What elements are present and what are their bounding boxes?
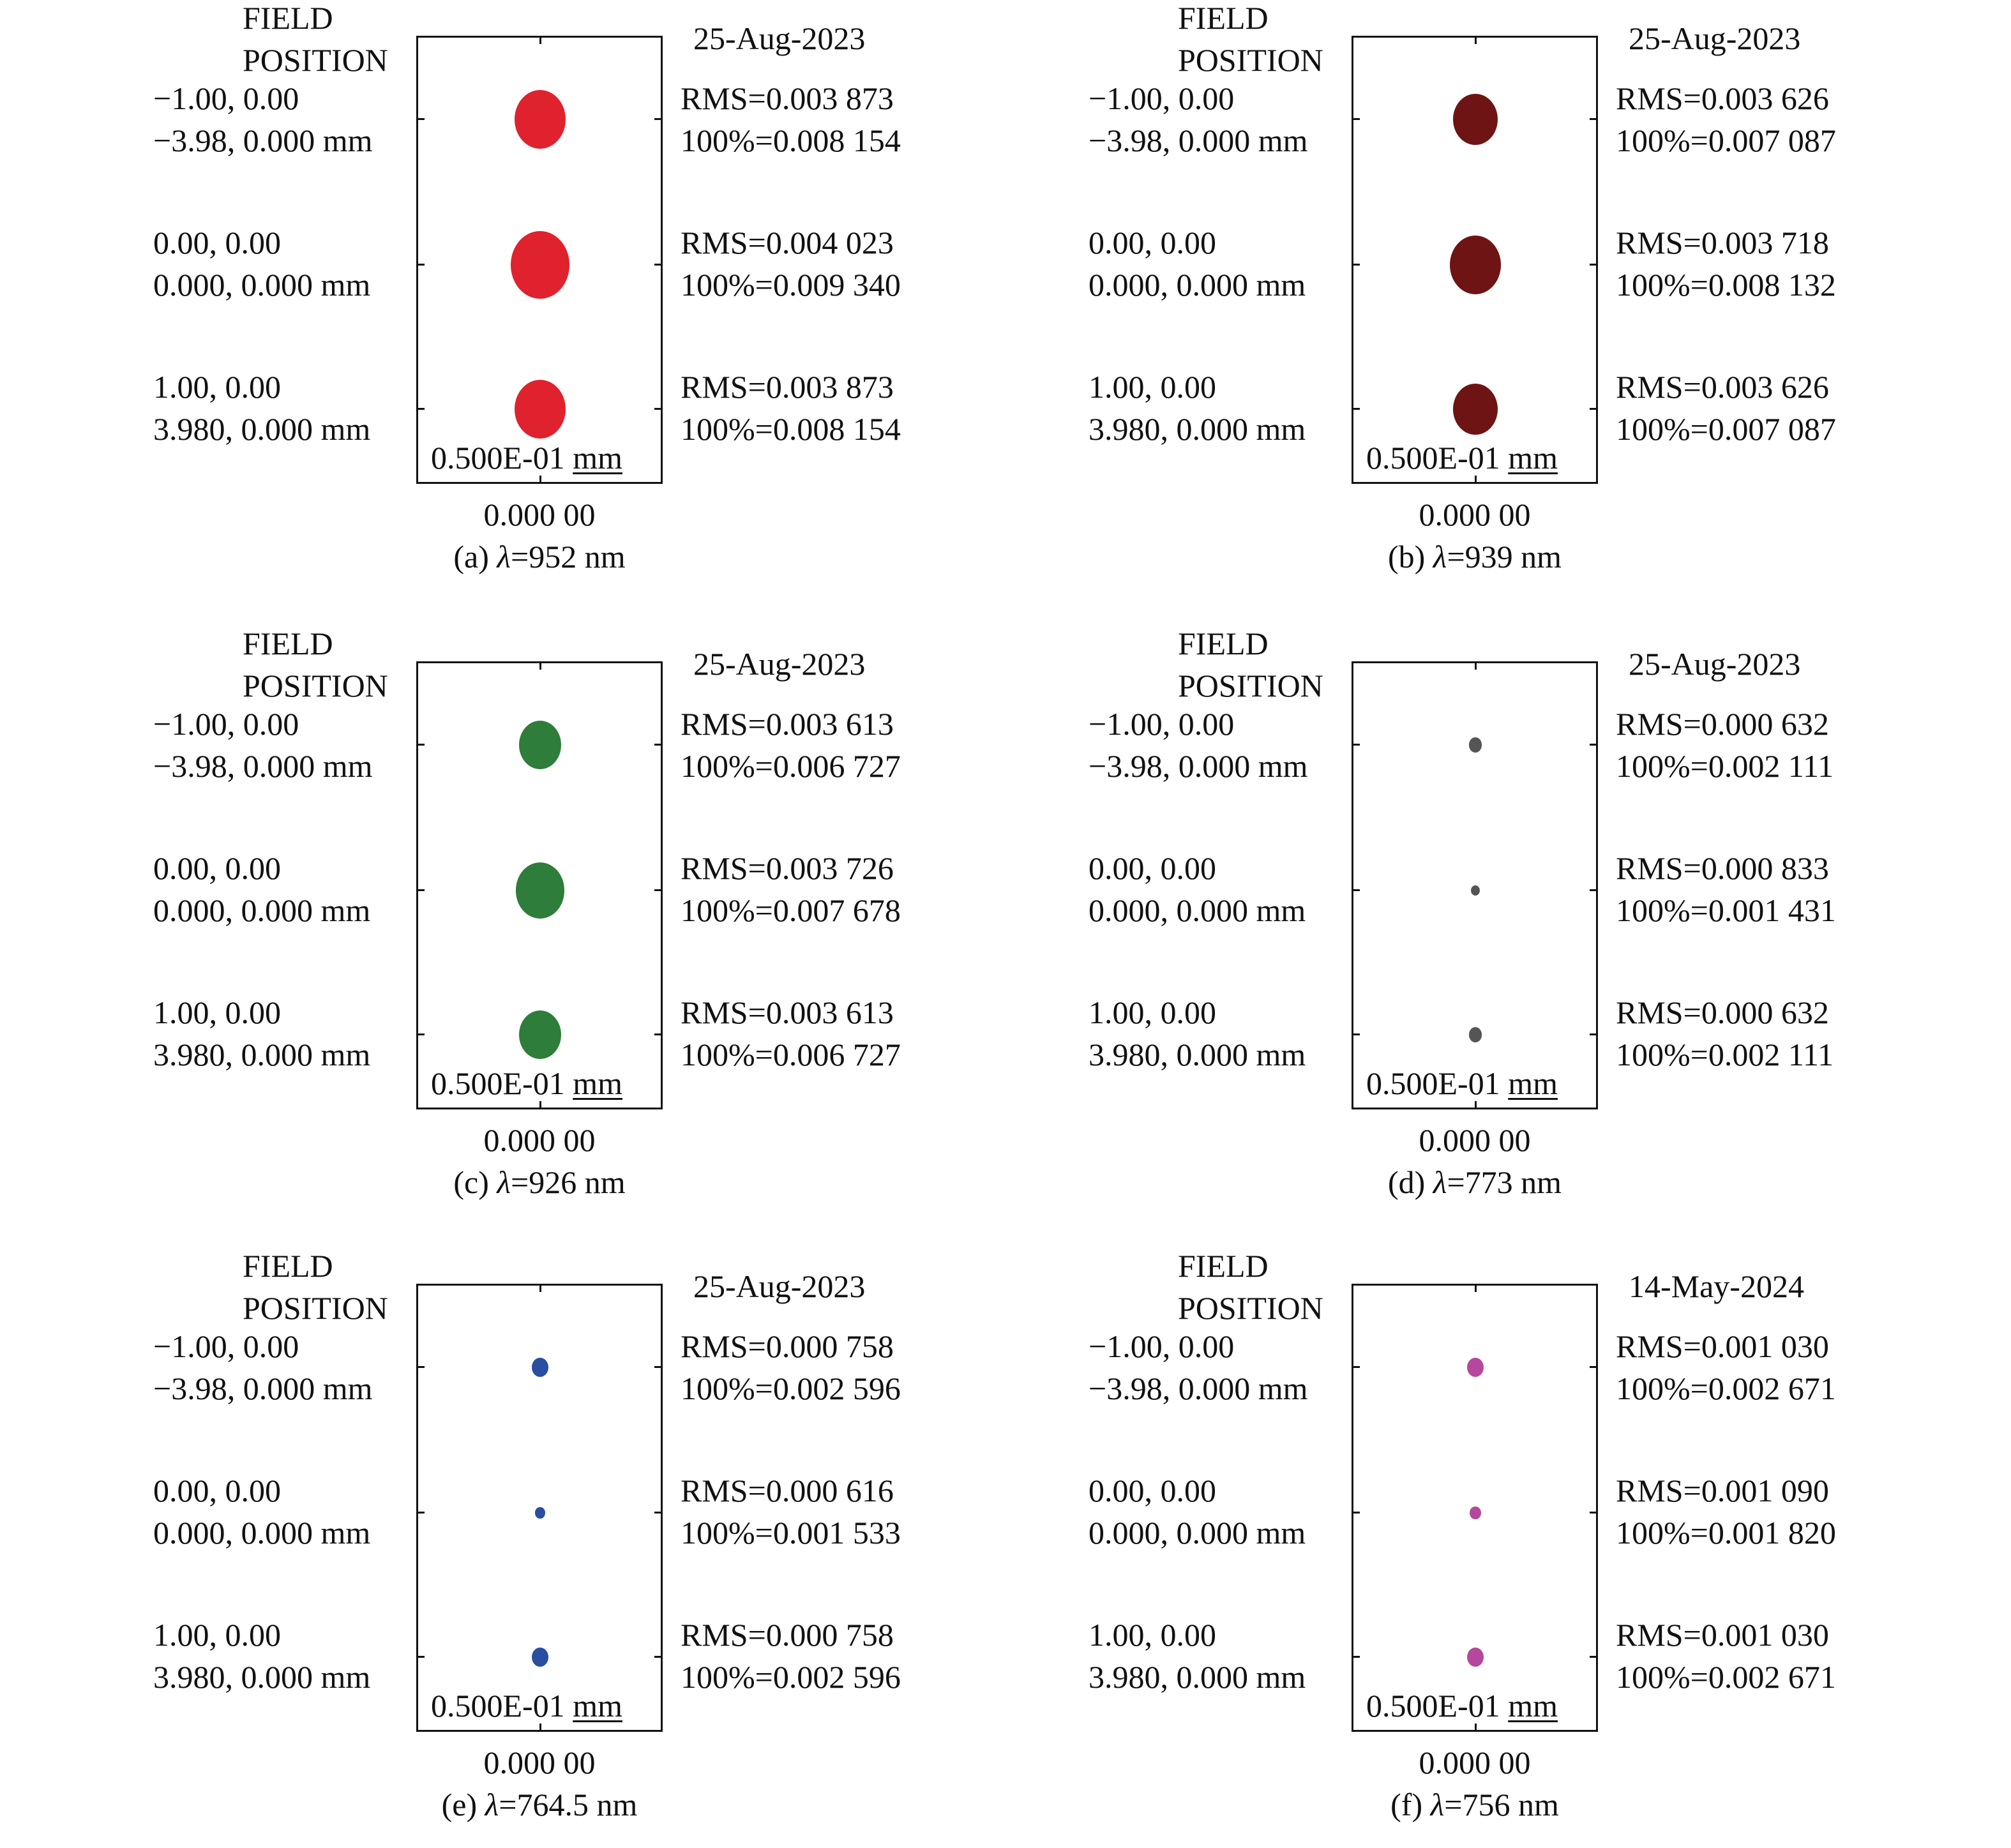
scale-value: 0.500E-01 — [1366, 1688, 1500, 1724]
spot-plot-frame — [416, 1284, 663, 1732]
rms-value: RMS=0.003 873 — [681, 80, 894, 116]
y-tick-left — [1353, 118, 1360, 120]
rms-value: RMS=0.000 632 — [1616, 706, 1829, 742]
rms-value: RMS=0.004 023 — [681, 225, 894, 260]
date-label: 14-May-2024 — [1629, 1268, 1804, 1304]
y-tick-left — [1353, 1512, 1360, 1514]
caption-prefix: (f) — [1390, 1787, 1431, 1822]
scale-unit: mm — [1508, 1688, 1558, 1724]
scale-value: 0.500E-01 — [431, 1688, 565, 1724]
spot-marker — [535, 1507, 545, 1518]
spot-marker — [1471, 885, 1480, 896]
position-header-label: POSITION — [1178, 42, 1323, 78]
spot-marker — [1467, 1648, 1484, 1667]
y-tick-left — [1353, 408, 1360, 410]
rms-value: RMS=0.000 632 — [1616, 995, 1829, 1030]
caption-wavelength: =773 nm — [1447, 1164, 1562, 1200]
rms-value: RMS=0.000 758 — [681, 1328, 894, 1364]
spot-plot-frame — [1352, 661, 1598, 1109]
caption-wavelength: =764.5 nm — [499, 1787, 638, 1822]
y-tick-left — [418, 1366, 425, 1368]
spot-marker — [1450, 236, 1501, 294]
x-tick-top — [539, 663, 541, 670]
spot-marker — [511, 231, 569, 299]
field-relative-label: 0.00, 0.00 — [1088, 850, 1216, 886]
spot-marker — [1469, 1027, 1482, 1042]
field-relative-label: −1.00, 0.00 — [153, 706, 299, 742]
spot-marker — [1469, 737, 1482, 753]
field-header-label: FIELD — [1178, 0, 1269, 36]
spot-marker — [519, 1010, 561, 1059]
spot-marker — [532, 1358, 548, 1376]
field-relative-label: 1.00, 0.00 — [1088, 369, 1216, 405]
scale-unit: mm — [573, 1065, 622, 1101]
y-tick-left — [418, 889, 425, 891]
field-absolute-label: −3.98, 0.000 mm — [153, 123, 373, 158]
position-header-label: POSITION — [243, 42, 388, 78]
geo-radius-value: 100%=0.009 340 — [681, 267, 901, 303]
field-absolute-label: 3.980, 0.000 mm — [153, 1037, 371, 1072]
field-absolute-label: 0.000, 0.000 mm — [153, 1515, 371, 1551]
scale-unit: mm — [573, 440, 622, 476]
field-absolute-label: 0.000, 0.000 mm — [1088, 1515, 1306, 1551]
geo-radius-value: 100%=0.001 820 — [1616, 1515, 1836, 1551]
y-tick-right — [654, 264, 661, 266]
field-absolute-label: 0.000, 0.000 mm — [1088, 267, 1306, 303]
rms-value: RMS=0.003 873 — [681, 369, 894, 405]
y-tick-left — [418, 408, 425, 410]
y-tick-right — [654, 744, 661, 746]
position-header-label: POSITION — [243, 668, 388, 703]
caption-prefix: (e) — [441, 1787, 485, 1822]
scale-label — [1366, 1686, 1558, 1725]
scale-label — [431, 439, 622, 477]
rms-value: RMS=0.001 030 — [1616, 1328, 1829, 1364]
geo-radius-value: 100%=0.002 671 — [1616, 1659, 1836, 1695]
x-tick-top — [539, 1286, 541, 1292]
spot-plot-frame — [416, 661, 663, 1109]
field-absolute-label: −3.98, 0.000 mm — [1088, 1371, 1308, 1406]
rms-value: RMS=0.003 718 — [1616, 225, 1829, 260]
date-label: 25-Aug-2023 — [1629, 20, 1801, 56]
field-relative-label: 1.00, 0.00 — [1088, 1617, 1216, 1653]
scale-unit: mm — [1508, 440, 1558, 476]
position-header-label: POSITION — [1178, 668, 1323, 703]
spot-marker — [515, 380, 566, 439]
field-absolute-label: 0.000, 0.000 mm — [153, 892, 371, 928]
x-tick-label: 0.000 00 — [483, 1745, 596, 1780]
y-tick-left — [1353, 889, 1360, 891]
geo-radius-value: 100%=0.002 111 — [1616, 748, 1834, 784]
field-relative-label: −1.00, 0.00 — [1088, 706, 1235, 742]
geo-radius-value: 100%=0.002 671 — [1616, 1371, 1836, 1406]
position-header-label: POSITION — [1178, 1290, 1323, 1326]
y-tick-right — [654, 1656, 661, 1658]
geo-radius-value: 100%=0.001 533 — [681, 1515, 901, 1551]
field-absolute-label: −3.98, 0.000 mm — [153, 748, 373, 784]
rms-value: RMS=0.003 613 — [681, 995, 894, 1030]
spot-panel-b — [1088, 0, 1982, 600]
spot-panel-c — [153, 626, 1047, 1226]
y-tick-left — [1353, 1366, 1360, 1368]
y-tick-left — [418, 744, 425, 746]
rms-value: RMS=0.003 726 — [681, 850, 894, 886]
panel-caption — [1283, 537, 1666, 576]
date-label: 25-Aug-2023 — [693, 646, 866, 682]
field-absolute-label: 0.000, 0.000 mm — [1088, 892, 1306, 928]
field-relative-label: 1.00, 0.00 — [153, 1617, 281, 1653]
caption-prefix: (c) — [453, 1164, 497, 1200]
field-relative-label: −1.00, 0.00 — [1088, 1328, 1235, 1364]
field-relative-label: −1.00, 0.00 — [1088, 80, 1235, 116]
x-tick-label: 0.000 00 — [1419, 1122, 1531, 1158]
geo-radius-value: 100%=0.008 154 — [681, 123, 901, 158]
y-tick-left — [418, 264, 425, 266]
y-tick-right — [654, 1512, 661, 1514]
field-relative-label: 1.00, 0.00 — [1088, 995, 1216, 1030]
spot-panel-d — [1088, 626, 1982, 1226]
y-tick-right — [1590, 408, 1596, 410]
field-relative-label: 1.00, 0.00 — [153, 369, 281, 405]
y-tick-right — [654, 408, 661, 410]
y-tick-left — [1353, 1656, 1360, 1658]
field-relative-label: −1.00, 0.00 — [153, 80, 299, 116]
scale-label — [1366, 439, 1558, 477]
panel-caption — [1283, 1163, 1666, 1201]
field-absolute-label: 0.000, 0.000 mm — [153, 267, 371, 303]
geo-radius-value: 100%=0.007 087 — [1616, 123, 1836, 158]
lambda-symbol: λ — [497, 1164, 511, 1200]
lambda-symbol: λ — [1433, 1164, 1447, 1200]
field-absolute-label: −3.98, 0.000 mm — [153, 1371, 373, 1406]
caption-wavelength: =756 nm — [1444, 1787, 1559, 1822]
x-tick-label: 0.000 00 — [483, 497, 596, 532]
x-tick-label: 0.000 00 — [1419, 497, 1531, 532]
y-tick-left — [418, 118, 425, 120]
field-header-label: FIELD — [243, 1248, 333, 1284]
field-relative-label: 0.00, 0.00 — [153, 850, 281, 886]
date-label: 25-Aug-2023 — [693, 20, 866, 56]
x-tick-top — [1475, 1286, 1477, 1292]
x-tick-top — [1475, 663, 1477, 670]
field-absolute-label: 3.980, 0.000 mm — [1088, 411, 1306, 447]
field-relative-label: 0.00, 0.00 — [1088, 1473, 1216, 1508]
field-relative-label: 0.00, 0.00 — [153, 1473, 281, 1508]
spot-panel-a — [153, 0, 1047, 600]
caption-wavelength: =926 nm — [511, 1164, 626, 1200]
y-tick-right — [1590, 1033, 1596, 1035]
y-tick-right — [1590, 1366, 1596, 1368]
y-tick-right — [654, 1366, 661, 1368]
panel-caption — [348, 537, 731, 576]
y-tick-right — [654, 1033, 661, 1035]
panel-caption — [348, 1785, 731, 1824]
rms-value: RMS=0.003 613 — [681, 706, 894, 742]
spot-plot-frame — [1352, 36, 1598, 484]
x-tick-label: 0.000 00 — [1419, 1745, 1531, 1780]
field-absolute-label: 3.980, 0.000 mm — [1088, 1037, 1306, 1072]
field-header-label: FIELD — [1178, 1248, 1269, 1284]
lambda-symbol: λ — [485, 1787, 499, 1822]
y-tick-left — [418, 1512, 425, 1514]
lambda-symbol: λ — [1430, 1787, 1445, 1822]
field-absolute-label: 3.980, 0.000 mm — [153, 411, 371, 447]
y-tick-right — [654, 889, 661, 891]
panel-caption — [1283, 1785, 1666, 1824]
caption-wavelength: =939 nm — [1447, 539, 1562, 575]
rms-value: RMS=0.001 090 — [1616, 1473, 1829, 1508]
y-tick-right — [654, 118, 661, 120]
rms-value: RMS=0.001 030 — [1616, 1617, 1829, 1653]
field-absolute-label: 3.980, 0.000 mm — [1088, 1659, 1306, 1695]
y-tick-left — [1353, 1033, 1360, 1035]
scale-value: 0.500E-01 — [431, 440, 565, 476]
rms-value: RMS=0.003 626 — [1616, 369, 1829, 405]
field-relative-label: 0.00, 0.00 — [1088, 225, 1216, 260]
spot-panel-f — [1088, 1248, 1982, 1848]
y-tick-left — [418, 1033, 425, 1035]
rms-value: RMS=0.003 626 — [1616, 80, 1829, 116]
date-label: 25-Aug-2023 — [693, 1268, 866, 1304]
spot-marker — [1470, 1506, 1481, 1520]
scale-value: 0.500E-01 — [1366, 440, 1500, 476]
spot-panel-e — [153, 1248, 1047, 1848]
field-header-label: FIELD — [1178, 626, 1269, 661]
geo-radius-value: 100%=0.008 132 — [1616, 267, 1836, 303]
scale-label — [1366, 1064, 1558, 1102]
geo-radius-value: 100%=0.007 087 — [1616, 411, 1836, 447]
spot-marker — [516, 862, 564, 918]
y-tick-right — [1590, 1512, 1596, 1514]
scale-label — [431, 1064, 622, 1102]
geo-radius-value: 100%=0.001 431 — [1616, 892, 1836, 928]
y-tick-left — [1353, 744, 1360, 746]
spot-marker — [1453, 384, 1498, 435]
y-tick-right — [1590, 264, 1596, 266]
lambda-symbol: λ — [497, 539, 511, 575]
caption-prefix: (b) — [1387, 539, 1433, 575]
x-tick-top — [539, 38, 541, 44]
x-tick-top — [1475, 38, 1477, 44]
date-label: 25-Aug-2023 — [1629, 646, 1801, 682]
y-tick-right — [1590, 118, 1596, 120]
scale-value: 0.500E-01 — [431, 1065, 565, 1101]
lambda-symbol: λ — [1433, 539, 1447, 575]
geo-radius-value: 100%=0.002 596 — [681, 1659, 901, 1695]
field-relative-label: 0.00, 0.00 — [153, 225, 281, 260]
caption-prefix: (a) — [453, 539, 497, 575]
field-absolute-label: 3.980, 0.000 mm — [153, 1659, 371, 1695]
y-tick-left — [418, 1656, 425, 1658]
caption-prefix: (d) — [1387, 1164, 1433, 1200]
rms-value: RMS=0.000 758 — [681, 1617, 894, 1653]
spot-marker — [1467, 1358, 1484, 1377]
rms-value: RMS=0.000 833 — [1616, 850, 1829, 886]
y-tick-right — [1590, 889, 1596, 891]
geo-radius-value: 100%=0.007 678 — [681, 892, 901, 928]
field-relative-label: 1.00, 0.00 — [153, 995, 281, 1030]
scale-unit: mm — [573, 1688, 622, 1724]
y-tick-right — [1590, 1656, 1596, 1658]
spot-marker — [519, 721, 561, 769]
geo-radius-value: 100%=0.006 727 — [681, 1037, 901, 1072]
field-absolute-label: −3.98, 0.000 mm — [1088, 123, 1308, 158]
spot-marker — [515, 90, 566, 149]
rms-value: RMS=0.000 616 — [681, 1473, 894, 1508]
position-header-label: POSITION — [243, 1290, 388, 1326]
y-tick-left — [1353, 264, 1360, 266]
geo-radius-value: 100%=0.002 111 — [1616, 1037, 1834, 1072]
spot-plot-frame — [1352, 1284, 1598, 1732]
scale-unit: mm — [1508, 1065, 1558, 1101]
scale-label — [431, 1686, 622, 1725]
field-relative-label: −1.00, 0.00 — [153, 1328, 299, 1364]
field-header-label: FIELD — [243, 626, 333, 661]
spot-marker — [1453, 94, 1498, 146]
geo-radius-value: 100%=0.008 154 — [681, 411, 901, 447]
spot-plot-frame — [416, 36, 663, 484]
y-tick-right — [1590, 744, 1596, 746]
caption-wavelength: =952 nm — [511, 539, 626, 575]
field-header-label: FIELD — [243, 0, 333, 36]
spot-marker — [532, 1648, 548, 1666]
field-absolute-label: −3.98, 0.000 mm — [1088, 748, 1308, 784]
scale-value: 0.500E-01 — [1366, 1065, 1500, 1101]
panel-caption — [348, 1163, 731, 1201]
geo-radius-value: 100%=0.006 727 — [681, 748, 901, 784]
geo-radius-value: 100%=0.002 596 — [681, 1371, 901, 1406]
x-tick-label: 0.000 00 — [483, 1122, 596, 1158]
